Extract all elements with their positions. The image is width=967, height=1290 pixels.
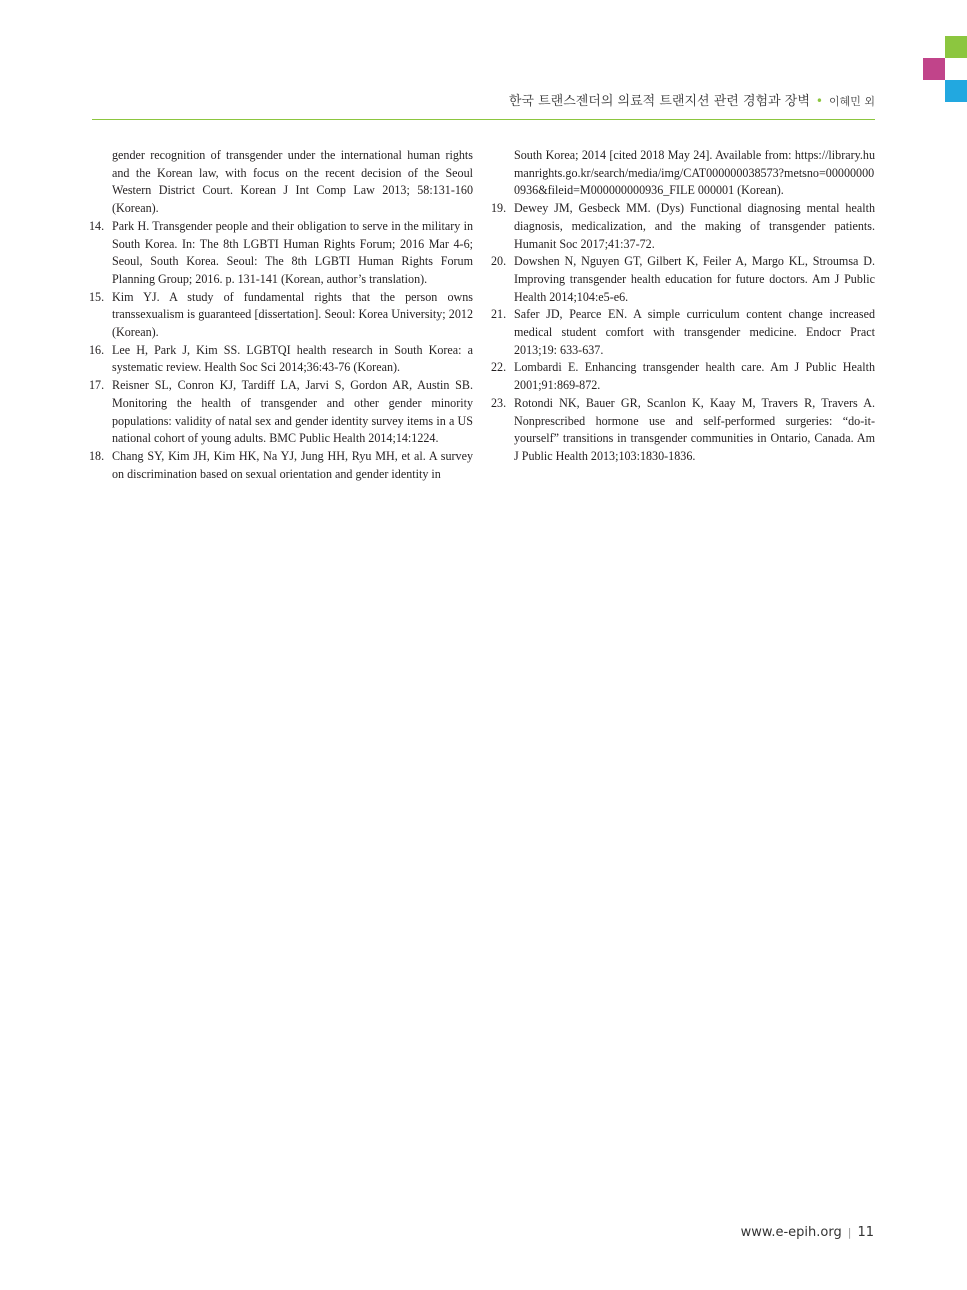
reference-text: Park H. Transgender people and their obligation to serve in the military in South Korea. In: The 8th LGBTI Human Rights Forum; 2016 Mar 4-6; Seoul, South Korea. Seoul: The 8th LGBTI Human Rights Forum Planning Group; 2016. p. 131-141 (Korean, author’s translation). [112,218,473,286]
reference-item [89,218,473,289]
reference-number: 16. [89,342,105,357]
running-title: 한국 트랜스젠더의 의료적 트랜지션 관련 경험과 장벽 [508,94,810,109]
header-authors: 이혜민 외 [828,95,875,108]
reference-text: Safer JD, Pearce EN. A simple curriculum content change increased medical student comfort with transgender medicine. Endocr Pract 2013;19: 633-637. [514,307,875,357]
reference-item [491,359,875,394]
reference-item [89,377,473,448]
reference-number: 15. [89,289,105,304]
reference-text: Lombardi E. Enhancing transgender health care. Am J Public Health 2001;91:869-872. [514,360,875,393]
reference-text: Dewey JM, Gesbeck MM. (Dys) Functional diagnosing mental health diagnosis, medicalization, and the making of transgender patients. Humanit Soc 2017;41:37-72. [514,201,875,251]
reference-text: Rotondi NK, Bauer GR, Scanlon K, Kaay M, Travers R, Travers A. Nonprescribed hormone use and self-performed surgeries: “do-it-yourself” transitions in transgender communities in Ontario, Canada. Am J Public Health 2013;103:1830-1836. [514,395,875,463]
reference-text: Kim YJ. A study of fundamental rights that the person owns transsexualism is guaranteed [dissertation]. Seoul: Korea University; 2012 (Korean). [112,289,473,340]
corner-square-blue [945,80,967,102]
reference-continuation: South Korea; 2014 [cited 2018 May 24]. Available from: https://library.humanrights.go.kr/search/media/img/CAT000000038573?metsno=000000000936&fileid=M000000000936_FILE 000001 (Korean). [514,148,875,198]
reference-number: 14. [89,218,105,233]
reference-item [491,395,875,466]
reference-item [491,200,875,253]
header-bullet: • [815,94,823,108]
reference-item [491,253,875,306]
reference-number: 17. [89,378,105,393]
reference-item [89,342,473,377]
reference-item [89,289,473,342]
footer-separator: | [847,1226,852,1239]
reference-continuation: gender recognition of transgender under the international human rights and the Korean law, with focus on the recent decision of the Seoul Western District Court. Korean J Int Comp Law 2013; 58:131-160 (Korean). [112,148,473,216]
reference-number: 22. [491,360,507,375]
journal-url[interactable]: www.e-epih.org [740,1225,842,1240]
reference-number: 19. [491,201,507,216]
reference-number: 20. [491,254,507,269]
reference-number: 21. [491,307,507,322]
reference-item [491,306,875,359]
reference-number: 18. [89,448,105,463]
reference-text: Reisner SL, Conron KJ, Tardiff LA, Jarvi S, Gordon AR, Austin SB. Monitoring the health of transgender and other gender minority populations: validity of natal sex and gender identity survey items in a US national cohort of young adults. BMC Public Health 2014;14:1224. [112,378,473,446]
corner-square-pink [923,58,945,80]
page-footer [741,1225,874,1240]
reference-item [89,448,473,483]
reference-column-right [491,147,875,466]
reference-column-left [89,147,473,483]
page-number: 11 [857,1225,874,1240]
running-head [509,90,875,109]
reference-number: 23. [491,395,507,410]
reference-text: Lee H, Park J, Kim SS. LGBTQI health research in South Korea: a systematic review. Health Soc Sci 2014;36:43-76 (Korean). [112,342,473,375]
reference-text: Dowshen N, Nguyen GT, Gilbert K, Feiler A, Margo KL, Stroumsa D. Improving transgender health education for future doctors. Am J Public Health 2014;104:e5-e6. [514,254,875,304]
header-rule [92,119,875,120]
reference-text: Chang SY, Kim JH, Kim HK, Na YJ, Jung HH, Ryu MH, et al. A survey on discrimination based on sexual orientation and gender identity in [112,448,473,481]
corner-square-green [945,36,967,58]
